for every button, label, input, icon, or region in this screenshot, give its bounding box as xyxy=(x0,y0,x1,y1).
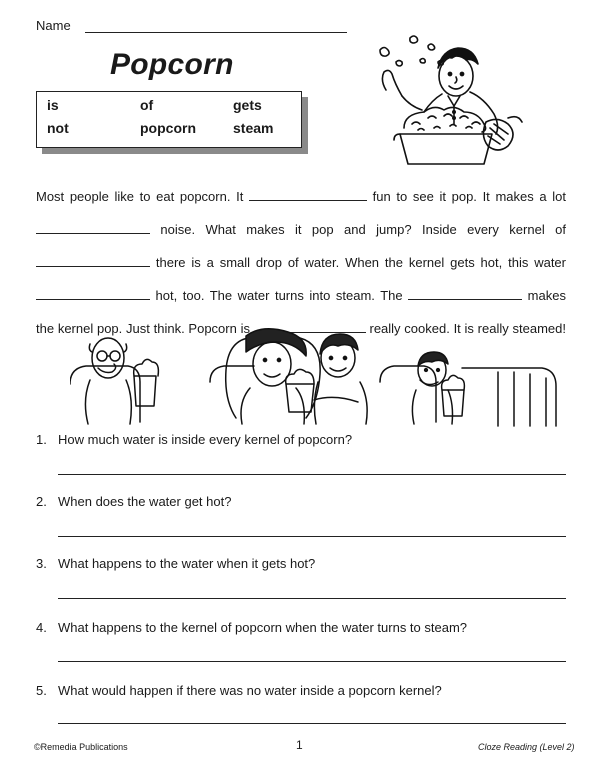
question-number: 1. xyxy=(36,432,47,447)
passage-text: Most people like to eat popcorn. It xyxy=(36,189,244,204)
series-title: Cloze Reading (Level 2) xyxy=(478,742,575,752)
word-bank-item: gets xyxy=(233,97,262,113)
answer-line-4[interactable] xyxy=(58,661,566,662)
answer-line-1[interactable] xyxy=(58,474,566,475)
blank-2[interactable] xyxy=(36,221,150,234)
blank-5[interactable] xyxy=(408,287,522,300)
passage-text: hot, too. The water turns into steam. The xyxy=(155,288,403,303)
chef-popcorn-illustration xyxy=(368,32,528,170)
answer-line-2[interactable] xyxy=(58,536,566,537)
passage-text: the kernel pop. Just think. Popcorn is xyxy=(36,321,250,336)
movie-audience-illustration xyxy=(70,328,568,428)
word-bank-item: steam xyxy=(233,120,274,136)
passage-line-3 xyxy=(36,246,566,279)
answer-line-5[interactable] xyxy=(58,723,566,724)
word-bank-item: not xyxy=(47,120,69,136)
blank-4[interactable] xyxy=(36,287,150,300)
answer-line-3[interactable] xyxy=(58,598,566,599)
passage-line-2 xyxy=(36,213,566,246)
question-5 xyxy=(36,683,442,698)
question-text: How much water is inside every kernel of popcorn? xyxy=(58,432,353,447)
question-text: What happens to the kernel of popcorn when the water turns to steam? xyxy=(58,620,468,635)
passage-text: fun to see it pop. It makes a lot xyxy=(372,189,566,204)
question-number: 5. xyxy=(36,683,47,698)
name-row xyxy=(36,18,347,33)
blank-3[interactable] xyxy=(36,254,150,267)
question-1 xyxy=(36,432,352,447)
question-text: What happens to the water when it gets hot? xyxy=(58,556,316,571)
question-4 xyxy=(36,620,467,635)
passage-text: makes xyxy=(527,288,566,303)
passage-text: noise. What makes it pop and jump? Inside every kernel of xyxy=(160,222,566,237)
name-field[interactable] xyxy=(85,19,347,33)
passage-text: there is a small drop of water. When the kernel gets hot, this water xyxy=(155,255,566,270)
worksheet-title: Popcorn xyxy=(110,48,234,81)
publisher-credit: ©Remedia Publications xyxy=(34,742,128,752)
question-text: What would happen if there was no water inside a popcorn kernel? xyxy=(58,683,442,698)
cloze-passage xyxy=(36,180,566,345)
word-bank-item: of xyxy=(140,97,154,113)
passage-line-4 xyxy=(36,279,566,312)
page-number: 1 xyxy=(296,738,303,752)
question-3 xyxy=(36,556,315,571)
question-number: 2. xyxy=(36,494,47,509)
blank-1[interactable] xyxy=(249,188,367,201)
question-text: When does the water get hot? xyxy=(58,494,232,509)
word-bank-item: popcorn xyxy=(140,120,196,136)
question-2 xyxy=(36,494,231,509)
word-bank-item: is xyxy=(47,97,59,113)
question-number: 3. xyxy=(36,556,47,571)
passage-line-1 xyxy=(36,180,566,213)
name-label: Name xyxy=(36,18,71,33)
question-number: 4. xyxy=(36,620,47,635)
word-bank xyxy=(36,91,302,148)
passage-text: really cooked. It is really steamed! xyxy=(369,321,566,336)
